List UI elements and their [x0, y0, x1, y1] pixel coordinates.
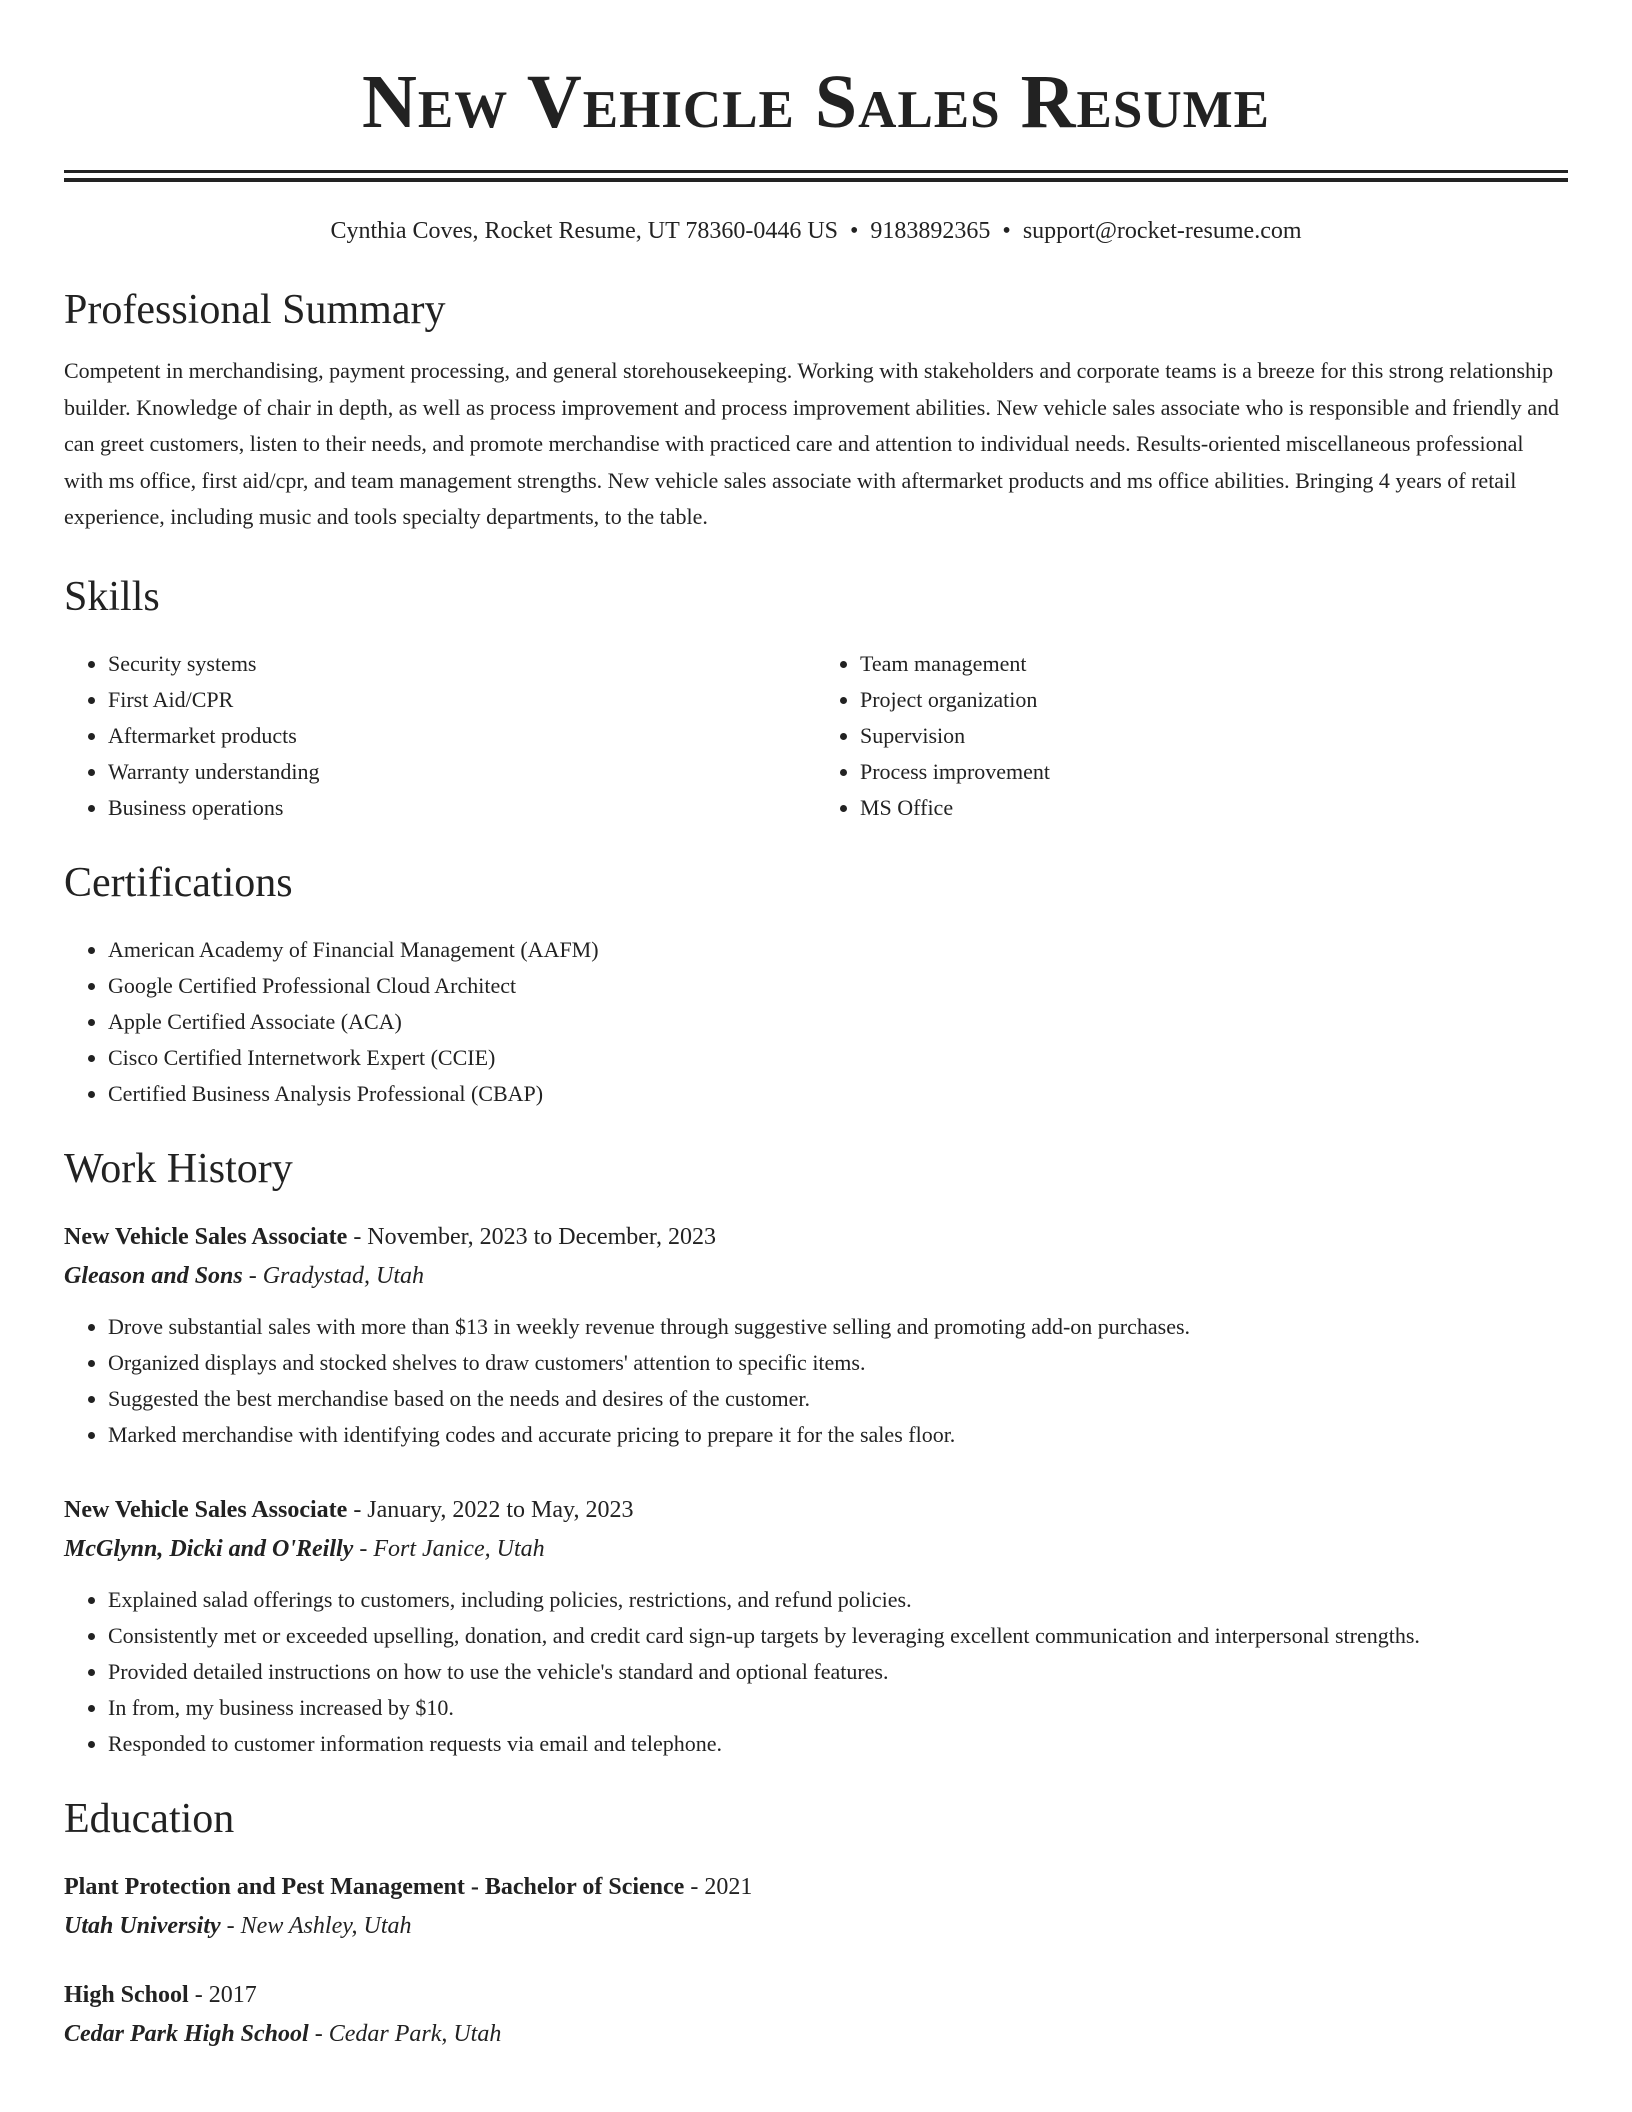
job-title: New Vehicle Sales Associate: [64, 1497, 348, 1524]
skill-item: • Process improvement: [860, 754, 1568, 790]
job-dates: - January, 2022 to May, 2023: [347, 1497, 634, 1524]
skills-column-left: [64, 646, 816, 826]
skills-heading: Skills: [64, 573, 160, 620]
job-bullets: [64, 1582, 1568, 1762]
contact-line: [64, 218, 1568, 245]
skill-item: • First Aid/CPR: [108, 682, 816, 718]
degree-name: Plant Protection and Pest Management - Bachelor of Science: [64, 1874, 685, 1901]
company-location: - Gradystad, Utah: [242, 1263, 425, 1290]
job-title-line: [64, 1491, 1568, 1530]
job-title: New Vehicle Sales Associate: [64, 1224, 348, 1251]
degree-year: - 2017: [188, 1982, 257, 2009]
summary-heading: Professional Summary: [64, 287, 446, 333]
school-location: - New Ashley, Utah: [220, 1913, 412, 1940]
job-bullet: • Organized displays and stocked shelves to draw customers' attention to specific items.: [108, 1345, 1568, 1381]
job-title-line: [64, 1218, 1568, 1257]
job-bullet: • Drove substantial sales with more than $13 in weekly revenue through suggestive selling and promoting add-on purchases.: [108, 1309, 1568, 1345]
job-bullet: • Provided detailed instructions on how to use the vehicle's standard and optional features.: [108, 1654, 1568, 1690]
job-entry: [64, 1218, 1568, 1453]
skill-item: • MS Office: [860, 790, 1568, 826]
summary-text: Competent in merchandising, payment processing, and general storehousekeeping. Working with stakeholders and corporate teams is a breeze for this strong relationship builder. Knowledge of chair in depth, as well as process improvement and process improvement abilities. New vehicle sales associate who is responsible and friendly and can greet customers, listen to their needs, and promote merchandise with practiced care and attention to individual needs. Results-oriented miscellaneous professional with ms office, first aid/cpr, and team management strengths. New vehicle sales associate with aftermarket products and ms office abilities. Bringing 4 years of retail experience, including music and tools specialty departments, to the table.: [64, 358, 1559, 530]
title-divider: [64, 170, 1568, 182]
skills-column-right: [816, 646, 1568, 826]
certifications-list: [64, 932, 1568, 1112]
certification-item: • American Academy of Financial Management (AAFM): [108, 932, 1568, 968]
school-name: Utah University: [64, 1913, 221, 1940]
certification-item: • Cisco Certified Internetwork Expert (CCIE): [108, 1040, 1568, 1076]
skill-item: • Security systems: [108, 646, 816, 682]
contact-email: support@rocket-resume.com: [1022, 218, 1302, 244]
degree-line: [64, 1868, 1568, 1907]
certification-item: • Certified Business Analysis Professional (CBAP): [108, 1076, 1568, 1112]
company-location: - Fort Janice, Utah: [353, 1536, 545, 1563]
skill-item: • Team management: [860, 646, 1568, 682]
contact-address: Cynthia Coves, Rocket Resume, UT 78360-0446 US: [330, 218, 839, 244]
skill-item: • Aftermarket products: [108, 718, 816, 754]
job-bullet: • Consistently met or exceeded upselling, donation, and credit card sign-up targets by leveraging excellent communication and interpersonal strengths.: [108, 1618, 1568, 1654]
skill-item: • Supervision: [860, 718, 1568, 754]
school-location: - Cedar Park, Utah: [308, 2021, 502, 2048]
degree-year: - 2021: [684, 1874, 753, 1901]
job-bullet: • Responded to customer information requests via email and telephone.: [108, 1726, 1568, 1762]
degree-name: High School: [64, 1982, 189, 2009]
education-entry: [64, 1868, 1568, 1946]
certification-item: • Google Certified Professional Cloud Architect: [108, 968, 1568, 1004]
job-entry: [64, 1491, 1568, 1762]
skill-item: • Warranty understanding: [108, 754, 816, 790]
job-bullet: • Explained salad offerings to customers, including policies, restrictions, and refund policies.: [108, 1582, 1568, 1618]
job-bullet: • In from, my business increased by $10.: [108, 1690, 1568, 1726]
job-dates: - November, 2023 to December, 2023: [347, 1224, 716, 1251]
work-history-heading: Work History: [64, 1146, 293, 1193]
contact-separator: •: [850, 218, 859, 244]
degree-line: [64, 1976, 1568, 2015]
job-bullet: • Marked merchandise with identifying codes and accurate pricing to prepare it for the sales floor.: [108, 1417, 1568, 1453]
education-entry: [64, 1976, 1568, 2054]
skill-item: • Business operations: [108, 790, 816, 826]
job-bullets: [64, 1309, 1568, 1453]
skills-list: [64, 646, 1568, 826]
company-line: [64, 1530, 1568, 1569]
company-name: Gleason and Sons: [64, 1263, 243, 1290]
company-line: [64, 1257, 1568, 1296]
skill-item: • Project organization: [860, 682, 1568, 718]
school-line: [64, 1907, 1568, 1946]
company-name: McGlynn, Dicki and O'Reilly: [64, 1536, 354, 1563]
contact-phone: 9183892365: [870, 218, 991, 244]
school-name: Cedar Park High School: [64, 2021, 309, 2048]
resume-title: New Vehicle Sales Resume: [361, 60, 1270, 144]
education-heading: Education: [64, 1796, 235, 1843]
contact-separator: •: [1002, 218, 1011, 244]
school-line: [64, 2015, 1568, 2054]
job-bullet: • Suggested the best merchandise based on the needs and desires of the customer.: [108, 1381, 1568, 1417]
certification-item: • Apple Certified Associate (ACA): [108, 1004, 1568, 1040]
certifications-heading: Certifications: [64, 859, 293, 906]
